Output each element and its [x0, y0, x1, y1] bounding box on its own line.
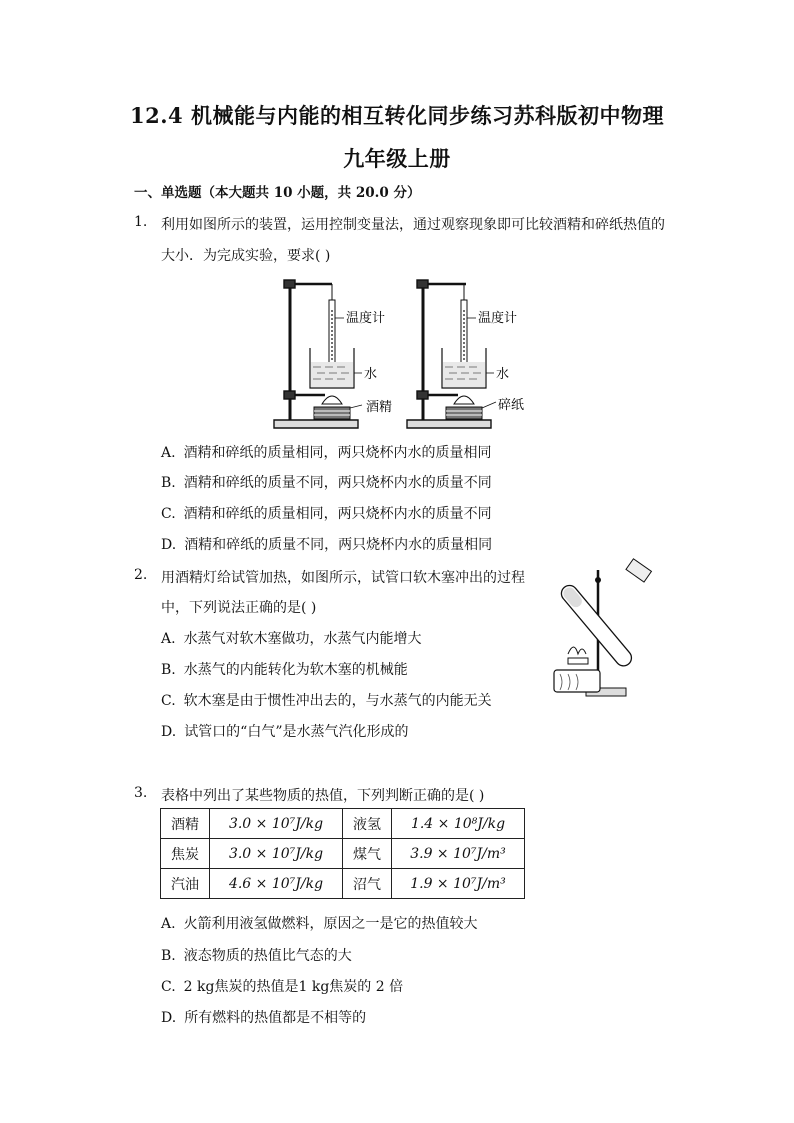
q2-stem-line1: 用酒精灯给试管加热，如图所示，试管口软木塞冲出的过程 — [161, 570, 525, 586]
q1-stem-line1: 利用如图所示的装置，运用控制变量法，通过观察现象即可比较酒精和碎纸热值的 — [161, 217, 665, 233]
q1-option-d-text: 酒精和碎纸的质量不同，两只烧杯内水的质量相同 — [184, 537, 493, 553]
table-cell: 酒精 — [161, 809, 210, 839]
q1-option-d[interactable] — [161, 534, 492, 554]
table-cell: 3.0 × 10⁷J/kg — [210, 839, 343, 869]
table-cell: 3.9 × 10⁷J/m³ — [392, 839, 525, 869]
q2-option-a-letter: A. — [161, 631, 176, 647]
table-row — [161, 809, 525, 839]
q2-option-c-text: 软木塞是由于惯性冲出去的，与水蒸气的内能无关 — [183, 693, 492, 709]
q2-option-b-letter: B. — [161, 662, 176, 678]
q3-option-b-text: 液态物质的热值比气态的大 — [183, 948, 352, 964]
q2-test-tube-figure — [530, 558, 665, 703]
q1-option-c[interactable] — [161, 503, 492, 523]
q2-option-c[interactable] — [161, 690, 492, 710]
q1-option-b-text: 酒精和碎纸的质量不同，两只烧杯内水的质量不同 — [183, 475, 492, 491]
left-burner — [314, 396, 350, 419]
table-cell: 煤气 — [343, 839, 392, 869]
label-fuel-right: 碎纸 — [498, 398, 525, 413]
q2-number: 2. — [134, 567, 148, 583]
q3-option-b[interactable] — [161, 945, 352, 965]
q2-option-a-text: 水蒸气对软木塞做功，水蒸气内能增大 — [183, 631, 422, 647]
table-cell: 沼气 — [343, 869, 392, 899]
q3-option-c[interactable] — [161, 976, 403, 996]
alcohol-lamp — [554, 647, 600, 692]
q1-option-a[interactable] — [161, 442, 492, 462]
q3-option-d-text: 所有燃料的热值都是不相等的 — [184, 1010, 367, 1026]
q3-option-c-text: 2 kg焦炭的热值是1 kg焦炭的 2 倍 — [183, 979, 404, 995]
q3-option-d[interactable] — [161, 1007, 366, 1027]
heat-value-table — [160, 808, 525, 899]
q2-option-b-text: 水蒸气的内能转化为软木塞的机械能 — [183, 662, 408, 678]
table-cell: 液氢 — [343, 809, 392, 839]
right-thermometer — [461, 284, 467, 373]
q3-number: 3. — [134, 785, 148, 801]
cork — [626, 559, 651, 582]
table-row — [161, 869, 525, 899]
q3-option-d-letter: D. — [161, 1010, 177, 1026]
q2-option-a[interactable] — [161, 628, 422, 648]
table-row — [161, 839, 525, 869]
label-thermometer-right: 温度计 — [478, 311, 518, 326]
table-cell: 汽油 — [161, 869, 210, 899]
q1-stem-line2: 大小．为完成实验，要求( ) — [161, 248, 331, 264]
right-stand — [407, 280, 491, 428]
q2-option-d-letter: D. — [161, 724, 177, 740]
page-title: 12.4 机械能与内能的相互转化同步练习苏科版初中物理 — [130, 103, 664, 128]
label-water-left: 水 — [364, 367, 378, 382]
q3-option-a[interactable] — [161, 913, 478, 933]
table-cell: 1.4 × 10⁸J/kg — [392, 809, 525, 839]
q1-option-a-letter: A. — [161, 445, 176, 461]
q3-stem: 表格中列出了某些物质的热值，下列判断正确的是( ) — [161, 788, 485, 804]
section-heading: 一、单选题（本大题共 10 小题，共 20.0 分） — [134, 185, 421, 201]
q1-option-c-text: 酒精和碎纸的质量相同，两只烧杯内水的质量不同 — [183, 506, 492, 522]
q3-option-c-letter: C. — [161, 979, 176, 995]
q1-option-b-letter: B. — [161, 475, 176, 491]
q1-option-b[interactable] — [161, 472, 492, 492]
table-cell: 1.9 × 10⁷J/m³ — [392, 869, 525, 899]
q2-option-d[interactable] — [161, 721, 409, 741]
q2-stem-line2: 中，下列说法正确的是( ) — [161, 600, 317, 616]
page-subtitle: 九年级上册 — [343, 146, 451, 171]
q2-option-c-letter: C. — [161, 693, 176, 709]
test-tube — [558, 582, 635, 669]
q1-option-c-letter: C. — [161, 506, 176, 522]
q1-option-d-letter: D. — [161, 537, 177, 553]
q1-option-a-text: 酒精和碎纸的质量相同，两只烧杯内水的质量相同 — [183, 445, 492, 461]
table-cell: 焦炭 — [161, 839, 210, 869]
q1-apparatus-figure — [270, 270, 540, 435]
label-fuel-left: 酒精 — [366, 400, 393, 415]
table-cell: 3.0 × 10⁷J/kg — [210, 809, 343, 839]
left-thermometer — [329, 284, 335, 373]
left-stand — [274, 280, 358, 428]
q2-option-b[interactable] — [161, 659, 408, 679]
q3-option-a-text: 火箭利用液氢做燃料，原因之一是它的热值较大 — [183, 916, 478, 932]
label-water-right: 水 — [496, 367, 510, 382]
q2-option-d-text: 试管口的“白气”是水蒸气汽化形成的 — [184, 724, 409, 740]
q3-option-a-letter: A. — [161, 916, 176, 932]
table-cell: 4.6 × 10⁷J/kg — [210, 869, 343, 899]
q3-option-b-letter: B. — [161, 948, 176, 964]
label-thermometer-left: 温度计 — [346, 311, 386, 326]
q1-number: 1. — [134, 214, 148, 230]
right-burner — [446, 396, 482, 419]
